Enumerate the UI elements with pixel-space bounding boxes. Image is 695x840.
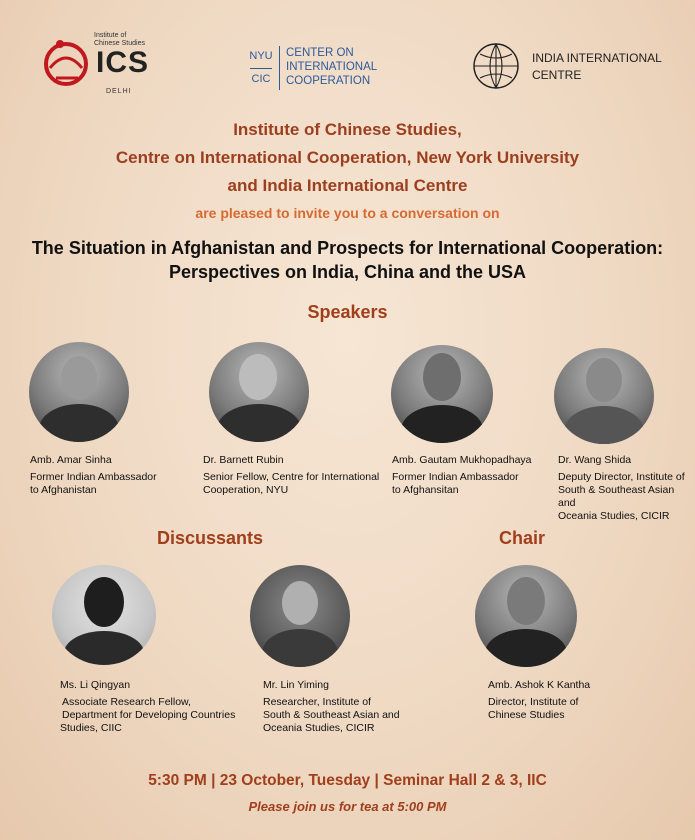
speaker-photo-gautam-mukhopadhaya <box>391 345 493 443</box>
discussant-desc-line: Studies, CIIC <box>60 722 122 734</box>
org-line-1: Institute of Chinese Studies, <box>233 120 462 139</box>
nyu-line3: COOPERATION <box>286 75 371 87</box>
event-date-venue: 5:30 PM | 23 October, Tuesday | Seminar Hall 2 & 3, IIC <box>148 772 547 789</box>
chair-desc-line: Chinese Studies <box>488 709 565 721</box>
ics-emblem-icon <box>36 38 96 92</box>
speaker-photo-wang-shida <box>554 348 654 444</box>
speaker-name: Dr. Wang Shida <box>558 454 632 466</box>
discussant-desc-line: Oceania Studies, CICIR <box>263 722 375 734</box>
event-title-line2: Perspectives on India, China and the USA <box>168 262 527 282</box>
speaker-desc-line: to Afghanistan <box>30 484 97 496</box>
event-title-line1: The Situation in Afghanistan and Prospects for International Cooperation: <box>31 238 664 258</box>
iic-line1: INDIA INTERNATIONAL <box>532 51 662 65</box>
org-line-3: and India International Centre <box>227 176 468 195</box>
speaker-4 <box>558 454 688 523</box>
speaker-desc-line: Deputy Director, Institute of <box>558 471 685 483</box>
discussant-desc-line: South & Southeast Asian and <box>263 709 400 721</box>
speakers-heading: Speakers <box>307 302 388 322</box>
speaker-desc-line: Senior Fellow, Centre for International <box>203 471 380 483</box>
globe-icon <box>472 42 520 90</box>
speaker-desc-line: South & Southeast Asian and <box>558 484 675 509</box>
speaker-name: Dr. Barnett Rubin <box>203 454 284 466</box>
speaker-desc-line: Former Indian Ambassador <box>392 471 519 483</box>
discussant-name: Ms. Li Qingyan <box>60 679 131 691</box>
nyu-line1: CENTER ON <box>286 47 354 59</box>
ics-small-line1: Institute of <box>94 32 127 39</box>
discussant-desc-line: Researcher, Institute of <box>263 696 371 708</box>
nyu-line2: INTERNATIONAL <box>286 61 378 73</box>
speaker-3 <box>392 454 562 497</box>
chair <box>488 679 648 722</box>
discussant-photo-li-qingyan <box>52 565 156 665</box>
discussant-2 <box>263 679 423 735</box>
speaker-name: Amb. Amar Sinha <box>30 454 112 466</box>
ics-name: ICS <box>96 46 150 79</box>
speaker-desc-line: to Afghansitan <box>392 484 459 496</box>
speaker-1 <box>30 454 200 497</box>
nyu-divider <box>250 68 272 69</box>
discussants-heading: Discussants <box>157 528 264 548</box>
discussant-desc-line: Associate Research Fellow, <box>62 696 191 708</box>
speaker-photo-amar-sinha <box>29 342 129 442</box>
nyu-vertical-divider <box>279 46 280 90</box>
iic-line2: CENTRE <box>532 68 582 82</box>
chair-photo-ashok-kantha <box>475 565 577 667</box>
speaker-photo-barnett-rubin <box>209 342 309 442</box>
ics-logo <box>36 32 150 102</box>
speaker-name: Amb. Gautam Mukhopadhaya <box>392 454 532 466</box>
chair-name: Amb. Ashok K Kantha <box>488 679 591 691</box>
discussant-1 <box>60 679 250 735</box>
chair-heading: Chair <box>499 528 546 548</box>
discussant-name: Mr. Lin Yiming <box>263 679 329 691</box>
cic-label: CIC <box>251 73 271 85</box>
invite-text: are pleased to invite you to a conversation on <box>195 205 500 221</box>
iic-name <box>532 50 672 84</box>
speaker-desc-line: Former Indian Ambassador <box>30 471 157 483</box>
speaker-desc-line: Oceania Studies, CICIR <box>558 510 670 522</box>
discussant-desc-line: Department for Developing Countries <box>62 709 236 721</box>
org-line-2: Centre on International Cooperation, New York University <box>115 148 580 167</box>
speaker-desc-line: Cooperation, NYU <box>203 484 289 496</box>
speaker-2 <box>203 454 383 497</box>
tea-note: Please join us for tea at 5:00 PM <box>248 799 447 814</box>
ics-city: DELHI <box>106 88 132 95</box>
discussant-photo-lin-yiming <box>250 565 350 667</box>
ics-small-line2: Chinese Studies <box>94 40 145 47</box>
nyu-cic-name <box>286 46 396 88</box>
chair-desc-line: Director, Institute of <box>488 696 579 708</box>
nyu-label: NYU <box>249 50 273 62</box>
